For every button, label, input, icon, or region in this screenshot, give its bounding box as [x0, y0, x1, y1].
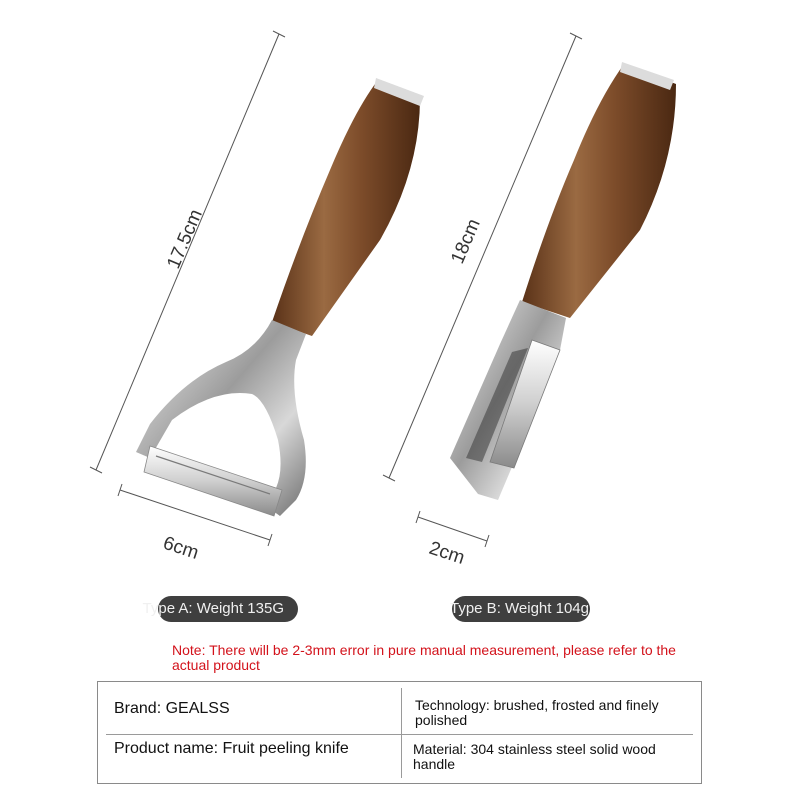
type-b-width-label: 2cm: [426, 537, 468, 569]
column-divider: [401, 688, 402, 778]
type-b-weight-text: Type B: Weight 104g: [450, 600, 589, 617]
type-b-weight-badge: [452, 596, 590, 622]
type-a-weight-text: Type A: Weight 135G: [142, 600, 284, 617]
type-b-height-label: 18cm: [447, 215, 485, 267]
spec-brand: Brand: GEALSS: [114, 700, 230, 717]
type-a-width-label: 6cm: [160, 532, 202, 564]
type-b-peeler: [450, 62, 676, 500]
type-b-width-measure: [416, 511, 489, 547]
type-a-height-label: 17.5cm: [163, 206, 207, 272]
type-a-weight-badge: [142, 596, 298, 622]
measurement-note: Note: There will be 2-3mm error in pure manual measurement, please refer to the actual product: [172, 642, 676, 673]
spec-table: [97, 681, 702, 784]
spec-product-name: Product name: Fruit peeling knife: [114, 740, 349, 757]
spec-technology: Technology: brushed, frosted and finely polished: [415, 697, 659, 728]
type-b-handle: [522, 64, 676, 318]
spec-material: Material: 304 stainless steel solid wood handle: [413, 741, 656, 772]
row-divider: [106, 734, 693, 735]
type-a-blade: [144, 446, 282, 516]
type-b-head: [450, 300, 566, 500]
type-a-handle: [272, 80, 420, 336]
type-a-peeler: [136, 78, 424, 516]
